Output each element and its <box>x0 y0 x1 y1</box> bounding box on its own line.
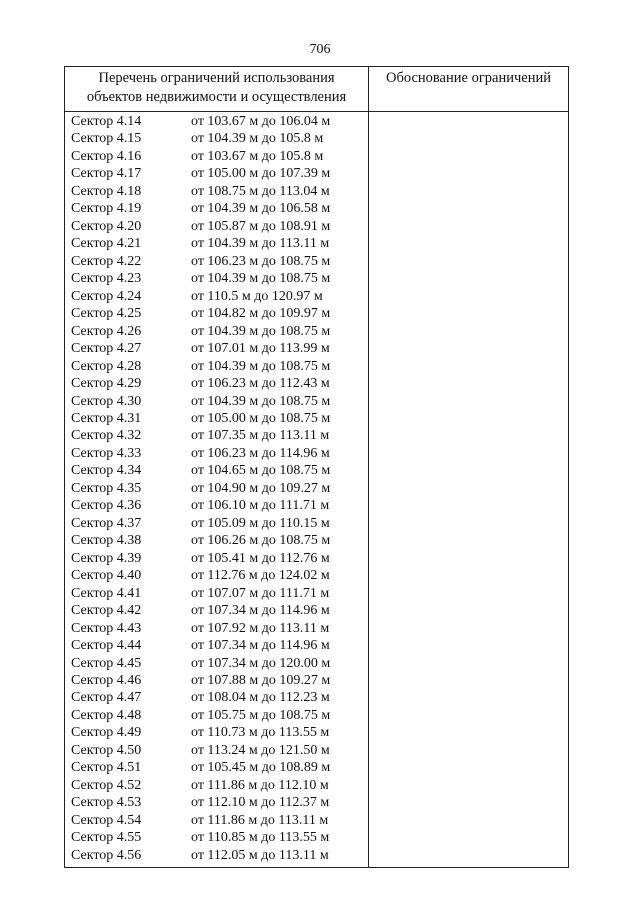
table-row <box>65 724 368 741</box>
sector-label: Сектор 4.14 <box>71 114 142 129</box>
height-range: от 107.34 м до 114.96 м <box>191 638 330 654</box>
height-range: от 106.23 м до 108.75 м <box>191 253 331 269</box>
table-row <box>65 794 368 811</box>
table-row <box>65 689 368 706</box>
sector-label: Сектор 4.21 <box>71 236 142 252</box>
table-row <box>65 427 368 444</box>
table-row <box>65 742 368 759</box>
height-range: от 105.00 м до 108.75 м <box>191 410 331 426</box>
table-row <box>65 759 368 776</box>
table-row <box>65 445 368 462</box>
table-row <box>65 812 368 829</box>
height-range: от 104.39 м до 108.75 м <box>191 393 331 409</box>
table-row <box>65 270 368 287</box>
height-range: от 103.67 м до 106.04 м <box>191 114 331 129</box>
height-range: от 110.85 м до 113.55 м <box>191 830 330 846</box>
height-range: от 107.34 м до 114.96 м <box>191 603 330 619</box>
sector-label: Сектор 4.55 <box>71 830 142 846</box>
table-row <box>65 288 368 305</box>
sector-label: Сектор 4.47 <box>71 690 142 706</box>
sector-label: Сектор 4.32 <box>71 428 142 444</box>
sector-label: Сектор 4.45 <box>71 655 142 671</box>
sector-label: Сектор 4.31 <box>71 410 142 426</box>
table-row <box>65 497 368 514</box>
sector-label: Сектор 4.15 <box>71 131 142 147</box>
sector-label: Сектор 4.23 <box>71 271 142 287</box>
height-range: от 112.05 м до 113.11 м <box>191 847 329 863</box>
height-range: от 111.86 м до 113.11 м <box>191 812 329 828</box>
height-range: от 104.82 м до 109.97 м <box>191 306 331 322</box>
table-row <box>65 480 368 497</box>
header-justification: Обоснование ограничений <box>386 70 551 86</box>
table-row <box>65 847 368 864</box>
height-range: от 107.88 м до 109.27 м <box>191 673 331 688</box>
table-row <box>65 130 368 147</box>
table-body <box>65 113 368 864</box>
table-row <box>65 393 368 410</box>
sector-label: Сектор 4.54 <box>71 812 142 828</box>
table-row <box>65 358 368 375</box>
header-restrictions-line-1: Перечень ограничений использования <box>98 70 335 86</box>
table-row <box>65 585 368 602</box>
sector-label: Сектор 4.16 <box>71 148 142 164</box>
sector-label: Сектор 4.51 <box>71 760 142 776</box>
height-range: от 106.23 м до 114.96 м <box>191 445 330 461</box>
sector-label: Сектор 4.34 <box>71 463 142 479</box>
height-range: от 104.90 м до 109.27 м <box>191 480 331 496</box>
height-range: от 104.39 м до 113.11 м <box>191 236 330 252</box>
table-row <box>65 532 368 549</box>
table-row <box>65 462 368 479</box>
table-row <box>65 323 368 340</box>
sector-label: Сектор 4.24 <box>71 288 142 304</box>
sector-label: Сектор 4.40 <box>71 568 142 584</box>
table-row <box>65 183 368 200</box>
table-row <box>65 602 368 619</box>
height-range: от 107.07 м до 111.71 м <box>191 585 330 601</box>
table-row <box>65 550 368 567</box>
table-row <box>65 253 368 270</box>
table-row <box>65 637 368 654</box>
height-range: от 107.34 м до 120.00 м <box>191 655 331 671</box>
sector-label: Сектор 4.33 <box>71 445 142 461</box>
table-row <box>65 567 368 584</box>
height-range: от 105.09 м до 110.15 м <box>191 515 330 531</box>
column-divider <box>368 67 369 867</box>
header-restrictions-line-2: объектов недвижимости и осуществления <box>86 89 347 105</box>
height-range: от 110.73 м до 113.55 м <box>191 725 330 741</box>
sector-label: Сектор 4.53 <box>71 795 142 811</box>
table-row <box>65 113 368 130</box>
table-row <box>65 410 368 427</box>
table-row <box>65 777 368 794</box>
sector-label: Сектор 4.20 <box>71 218 142 234</box>
height-range: от 107.35 м до 113.11 м <box>191 428 330 444</box>
table-row <box>65 707 368 724</box>
sector-label: Сектор 4.25 <box>71 306 142 322</box>
height-range: от 110.5 м до 120.97 м <box>191 288 323 304</box>
height-range: от 104.65 м до 108.75 м <box>191 463 331 479</box>
sector-label: Сектор 4.38 <box>71 533 142 549</box>
table-row <box>65 515 368 532</box>
sector-label: Сектор 4.18 <box>71 183 142 199</box>
sector-label: Сектор 4.36 <box>71 498 142 514</box>
sector-label: Сектор 4.50 <box>71 742 142 758</box>
height-range: от 105.75 м до 108.75 м <box>191 707 331 723</box>
table-row <box>65 655 368 672</box>
table-row <box>65 829 368 846</box>
sector-label: Сектор 4.43 <box>71 620 142 636</box>
height-range: от 112.76 м до 124.02 м <box>191 568 330 584</box>
height-range: от 107.01 м до 113.99 м <box>191 341 330 357</box>
header-restrictions-list <box>65 69 368 107</box>
height-range: от 106.23 м до 112.43 м <box>191 376 330 392</box>
height-range: от 104.39 м до 108.75 м <box>191 358 331 374</box>
table-row <box>65 218 368 235</box>
height-range: от 105.87 м до 108.91 м <box>191 218 331 234</box>
table-row <box>65 375 368 392</box>
height-range: от 104.39 м до 105.8 м <box>191 131 324 147</box>
height-range: от 103.67 м до 105.8 м <box>191 148 324 164</box>
sector-label: Сектор 4.22 <box>71 253 142 269</box>
sector-label: Сектор 4.26 <box>71 323 142 339</box>
height-range: от 106.10 м до 111.71 м <box>191 498 330 514</box>
height-range: от 111.86 м до 112.10 м <box>191 777 329 793</box>
sector-label: Сектор 4.42 <box>71 603 142 619</box>
sector-label: Сектор 4.28 <box>71 358 142 374</box>
sector-label: Сектор 4.41 <box>71 585 142 601</box>
sector-label: Сектор 4.30 <box>71 393 142 409</box>
sector-label: Сектор 4.35 <box>71 480 142 496</box>
sector-label: Сектор 4.49 <box>71 725 142 741</box>
table-row <box>65 165 368 182</box>
height-range: от 105.41 м до 112.76 м <box>191 550 330 566</box>
sector-label: Сектор 4.48 <box>71 707 142 723</box>
height-range: от 104.39 м до 106.58 м <box>191 201 331 217</box>
height-range: от 112.10 м до 112.37 м <box>191 795 330 811</box>
sector-label: Сектор 4.52 <box>71 777 142 793</box>
height-range: от 105.00 м до 107.39 м <box>191 166 331 182</box>
table-header <box>65 67 568 112</box>
height-range: от 107.92 м до 113.11 м <box>191 620 330 636</box>
height-range: от 113.24 м до 121.50 м <box>191 742 330 758</box>
sector-label: Сектор 4.46 <box>71 673 142 688</box>
table-row <box>65 200 368 217</box>
sector-label: Сектор 4.39 <box>71 550 142 566</box>
sector-label: Сектор 4.17 <box>71 166 142 182</box>
sector-label: Сектор 4.19 <box>71 201 142 217</box>
height-range: от 105.45 м до 108.89 м <box>191 760 331 776</box>
table-row <box>65 672 368 689</box>
height-range: от 108.04 м до 112.23 м <box>191 690 330 706</box>
table-row <box>65 305 368 322</box>
table-row <box>65 340 368 357</box>
table-row <box>65 148 368 165</box>
sector-label: Сектор 4.56 <box>71 847 142 863</box>
sector-label: Сектор 4.29 <box>71 376 142 392</box>
height-range: от 104.39 м до 108.75 м <box>191 323 331 339</box>
page-number: 706 <box>309 42 331 57</box>
height-range: от 106.26 м до 108.75 м <box>191 533 331 549</box>
restrictions-table <box>64 66 569 868</box>
sector-label: Сектор 4.44 <box>71 638 142 654</box>
sector-label: Сектор 4.27 <box>71 341 142 357</box>
table-row <box>65 235 368 252</box>
table-row <box>65 620 368 637</box>
height-range: от 108.75 м до 113.04 м <box>191 183 330 199</box>
height-range: от 104.39 м до 108.75 м <box>191 271 331 287</box>
sector-label: Сектор 4.37 <box>71 515 142 531</box>
